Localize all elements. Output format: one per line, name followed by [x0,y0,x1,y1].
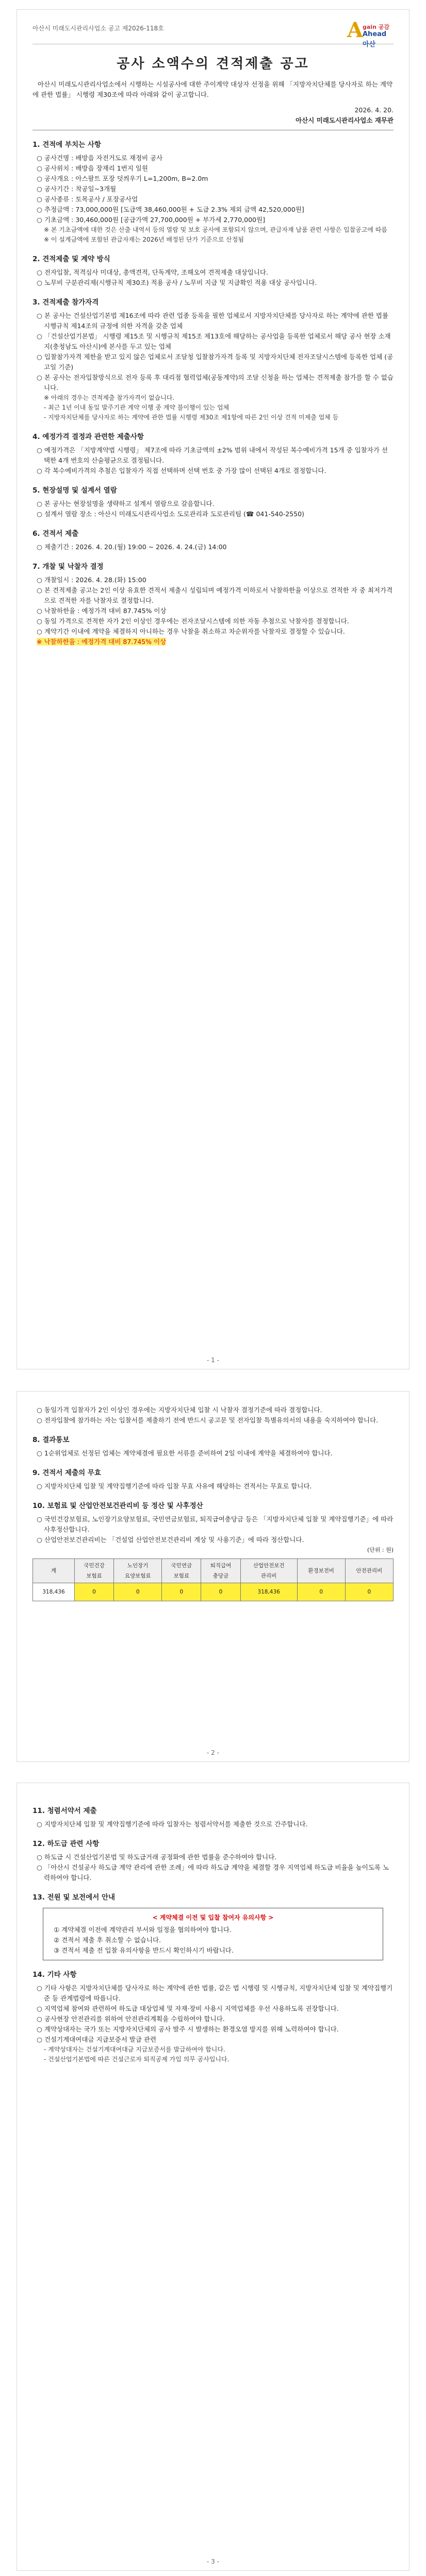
list-item: ○ 산업안전보건관리비는 「건설업 산업안전보건관리비 계상 및 사용기준」에 따라 정산합니다. [37,1536,304,1544]
notice-number: 아산시 미래도시관리사업소 공고 제2026-118호 [32,25,164,32]
table-cell: 0 [114,1583,162,1601]
list-item: ○ 계약기간 이내에 계약을 체결하지 아니하는 경우 낙찰을 취소하고 차순위자를 낙찰자로 결정할 수 있습니다. [37,628,345,635]
list-item: ○ 「아산시 건설공사 하도급 계약 관리에 관한 조례」에 따라 하도급 계약을 체결할 경우 지역업체 하도급 비율을 높이도록 노력하여야 합니다. [37,1863,389,1882]
intro-paragraph: 아산시 미래도시관리사업소에서 시행하는 시설공사에 대한 주이계약 대상자 선정을 위해 「지방자치단체를 당사자로 하는 계약에 관한 법률」 시행령 제30조에 따라 아래와 같이 공고합니다. [32,80,393,98]
insurance-table [32,1558,394,1601]
section-insurance: 10. 보험료 및 산업안전보건관리비 등 정산 및 사후정산 [32,1502,203,1510]
list-item: ○ 본 공사는 현장설명을 생략하고 설계서 열람으로 갈음합니다. [37,500,215,507]
table-header-cell: 국민건강 보험료 [74,1559,113,1583]
section-title: 2. 견적제출 및 계약 방식 [32,255,110,263]
table-unit: (단위 : 원) [367,1547,394,1553]
note-item: - 지방자치단체를 당사자로 하는 계약에 관한 법률 시행령 제30조 제1항에 따른 2인 이상 견적 미제출 업체 등 [44,414,339,421]
page-sheet-3 [17,1783,409,2571]
page-title: 공사 소액수의 견적제출 공고 [117,56,309,72]
table-cell: 0 [297,1583,345,1601]
section-integrity: 11. 청렴서약서 제출 [32,1807,97,1815]
asan-logo: A gain 공감 Ahead 아산 [347,18,389,48]
list-item: ○ 기타 사항은 지방자치단체를 당사자로 하는 계약에 관한 법률, 같은 법 시행령 및 시행규칙, 지방자치단체 입찰 및 계약집행기준 등 관계법령에 따릅니다. [37,1984,393,2002]
section-title: 1. 견적에 부치는 사항 [32,141,101,149]
table-header-cell: 퇴직급여 충당금 [201,1559,240,1583]
list-item: ○ 지방자치단체 입찰 및 계약집행기준에 따라 입찰자는 청렴서약서를 제출한 것으로 간주합니다. [37,1820,308,1828]
list-item: ○ 공사개요 : 아스팔트 포장 덧씌우기 L=1,200m, B=2.0m [37,175,208,182]
list-item: ○ 공사위치 : 배방읍 장재리 1번지 일원 [37,164,148,172]
sections-container [32,140,394,647]
box-line: ② 견적서 제출 후 취소할 수 없습니다. [54,1936,161,1944]
section-etc: 14. 기타 사항 [32,1971,77,1979]
note-item: - 계약상대자는 건설기계대여대금 지급보증서를 발급하여야 합니다. [44,2046,225,2053]
equipment-guarantee: ○ 건설기계대여대금 지급보증서 발급 관련 [37,2036,157,2043]
page-sheet-2 [17,1391,409,1762]
page-sheet-1 [17,9,409,1369]
list-item: ○ 계약상대자는 국가 또는 지방자치단체의 공사 발주 시 발생하는 환경오염 방지를 위해 노력하여야 합니다. [37,2025,339,2033]
list-item: ○ 설계서 열람 장소 : 아산시 미래도시관리사업소 도로관리과 도로관리팀 (☎ 041-540-2550) [37,510,304,518]
table-header-cell: 국민연금 보험료 [162,1559,201,1583]
issuer: 아산시 미래도시관리사업소 재무관 [296,116,394,124]
box-line: ③ 견적서 제출 전 입찰 유의사항을 반드시 확인하시기 바랍니다. [54,1946,234,1954]
highlight-note: ※ 낙찰하한율 : 예정가격 대비 87.745% 이상 [37,638,167,646]
list-item: ○ 국민건강보험료, 노인장기요양보험료, 국민연금보험료, 퇴직급여충당금 등은 「지방자치단체 입찰 및 계약집행기준」에 따라 사후정산합니다. [37,1515,394,1533]
note-item: ※ 본 기초금액에 대한 것은 산출 내역서 등의 열람 및 보호 공사에 포함되지 않으며, 관급자재 납품 관련 사항은 입찰공고에 따름 [44,226,387,233]
list-item: ○ 입찰참가자격 제한을 받고 있지 않은 업체로서 조달청 입찰참가자격 등록 및 지방자치단체 전자조달시스템에 등록한 업체 (공고일 기준) [37,353,394,371]
list-item: ○ 제출기간 : 2026. 4. 20.(월) 19:00 ~ 2026. 4. 24.(금) 14:00 [37,543,227,551]
table-cell: 0 [162,1583,201,1601]
note-item: - 건설산업기본법에 따른 건설근로자 퇴직공제 가입 의무 공사입니다. [44,2056,230,2063]
list-item: ○ 기초금액 : 30,460,000원 [공급가액 27,700,000원 + 부가세 2,770,000원] [37,216,265,224]
list-item: ○ 지역업체 참여와 관련하여 하도급 대상업체 및 자재·장비 사용시 지역업체를 우선 사용하도록 권장합니다. [37,2005,339,2012]
note-item: - 최근 1년 이내 동일 발주기관 계약 이행 중 계약 불이행이 있는 업체 [44,404,230,411]
list-item: ○ 동일 가격으로 견적한 자가 2인 이상인 경우에는 전자조달시스템에 의한 자동 추첨으로 낙찰자를 결정합니다. [37,617,349,625]
table-cell: 318,436 [240,1583,297,1601]
list-item: ○ 예정가격은 「지방계약법 시행령」 제7조에 따라 기초금액의 ±2% 범위 내에서 작성된 복수예비가격 15개 중 입찰자가 선택한 4개 번호의 산술평균으로 결정됩니다. [37,446,388,464]
list-item: ○ 지방자치단체 입찰 및 계약집행기준에 따라 입찰 무효 사유에 해당하는 견적서는 무효로 합니다. [37,1482,312,1490]
section-subcontract: 12. 하도급 관련 사항 [32,1840,100,1848]
table-header-cell: 노인장기 요양보험료 [114,1559,162,1583]
list-item: ○ 본 공사는 전자입찰방식으로 전자 등록 후 대리점 협력업체(공동계약)의 조달 신청을 하는 업체는 견적제출 참가를 할 수 없습니다. [37,374,394,392]
table-header-cell: 환경보전비 [297,1559,345,1583]
section-title: 4. 예정가격 결정과 관련한 제출사항 [32,433,144,441]
list-item: ○ 전자입찰에 참가하는 자는 입찰서를 제출하기 전에 반드시 공고문 및 전자입찰 특별유의서의 내용을 숙지하여야 합니다. [37,1416,379,1424]
list-item: ○ 동일가격 입찰자가 2인 이상인 경우에는 지방자치단체 입찰 시 낙찰자 결정기준에 따라 결정합니다. [37,1406,322,1414]
section-result: 8. 결과통보 [32,1436,70,1444]
page-number: - 3 - [207,2558,219,2565]
list-item: ○ 추정금액 : 73,000,000원 [도급액 38,460,000원 + 도급 2.3% 제외 금액 42,520,000원] [37,206,304,213]
table-cell: 0 [74,1583,113,1601]
section-notice: 13. 전원 및 보전에서 안내 [32,1893,116,1902]
list-item: ○ 개찰일시 : 2026. 4. 28.(화) 15:00 [37,576,146,584]
section-title: 3. 견적제출 참가자격 [32,298,99,307]
notice-header [32,18,394,48]
list-item: ○ 공사종류 : 토목공사 / 포장공사업 [37,195,138,203]
notice-date: 2026. 4. 20. 아산시 미래도시관리사업소 재무관 [32,105,394,126]
list-item: ○ 노무비 구분관리제(시행규칙 제30조) 적용 공사 / 노무비 지급 및 지급확인 적용 대상 공사입니다. [37,279,317,286]
list-item: ○ 하도급 시 건설산업기본법 및 하도급거래 공정화에 관한 법률을 준수하여야 합니다. [37,1853,277,1861]
section-title: 6. 견적서 제출 [32,530,79,538]
list-item: ○ 본 공사는 건설산업기본법 제16조에 따라 관련 업종 등록을 필한 업체로서 지방자치단체를 당사자로 하는 계약에 관한 법률 시행규칙 제14조의 규정에 의한 자격을 갖춘 업체 [37,312,389,330]
list-item: ○ 공사기간 : 착공일~3개월 [37,185,117,193]
table-header-cell: 산업안전보건 관리비 [240,1559,297,1583]
list-item: ○ 본 견적제출 공고는 2인 이상 유효한 견적서 제출시 성립되며 예정가격 이하로서 낙찰하한율 이상으로 견적한 자 중 최저가격으로 견적한 자를 낙찰자로 결정합니다. [37,586,393,604]
caution-box: < 계약체결 이전 및 입찰 참여자 유의사항 > ① 계약체결 이전에 계약관리 부서와 일정을 협의하여야 합니다. ② 견적서 제출 후 취소할 수 없습니다. ③ 견적서 제출 전 입찰 유의사항을 반드시 확인하시기 바랍니다. [43,1908,383,1960]
box-line: ① 계약체결 이전에 계약관리 부서와 일정을 협의하여야 합니다. [54,1926,232,1934]
table-cell: 318,436 [33,1583,75,1601]
list-item: ○ 「건설산업기본법」 시행령 제15조 및 시행규칙 제15조 제13호에 해당하는 공사업을 등록한 업체로서 해당 공사 현장 소재지(충청남도 아산시)에 본사를 두고 있는 업체 [37,332,391,350]
section-title: 5. 현장설명 및 설계서 열람 [32,486,117,495]
list-item: ○ 낙찰하한율 : 예정가격 대비 87.745% 이상 [37,607,167,615]
table-header-cell: 안전관리비 [345,1559,393,1583]
table-cell: 0 [201,1583,240,1601]
note-item: ※ 이 설계금액에 포함된 관급자재는 2026년 배정된 단가 기준으로 산정됨 [44,236,244,243]
list-item: ○ 각 복수예비가격의 추첨은 입찰자가 직접 선택하며 선택 번호 중 가장 많이 선택된 4개로 결정합니다. [37,467,326,474]
table-cell: 0 [345,1583,393,1601]
page-number: - 2 - [207,1749,219,1756]
list-item: ○ 1순위업체로 선정된 업체는 계약체결에 필요한 서류를 준비하여 2일 이내에 계약을 체결하여야 합니다. [37,1449,333,1457]
list-item: ○ 전자입찰, 적격심사 미대상, 총액견적, 단독계약, 조해오여 견적제출 대상입니다. [37,268,268,276]
section-title: 7. 개찰 및 낙찰자 결정 [32,563,104,571]
section-invalid: 9. 견적서 제출의 무효 [32,1469,101,1477]
list-item: ○ 공사현장 안전관리를 위하여 안전관리계획을 수립하여야 합니다. [37,2015,225,2023]
list-item: ○ 공사건명 : 배방읍 자전거도로 재정비 공사 [37,154,163,162]
page-number: - 1 - [207,1357,219,1364]
table-header-cell: 계 [33,1559,75,1583]
note-item: ※ 아래의 경우는 견적제출 참가자격이 없습니다. [44,394,175,401]
